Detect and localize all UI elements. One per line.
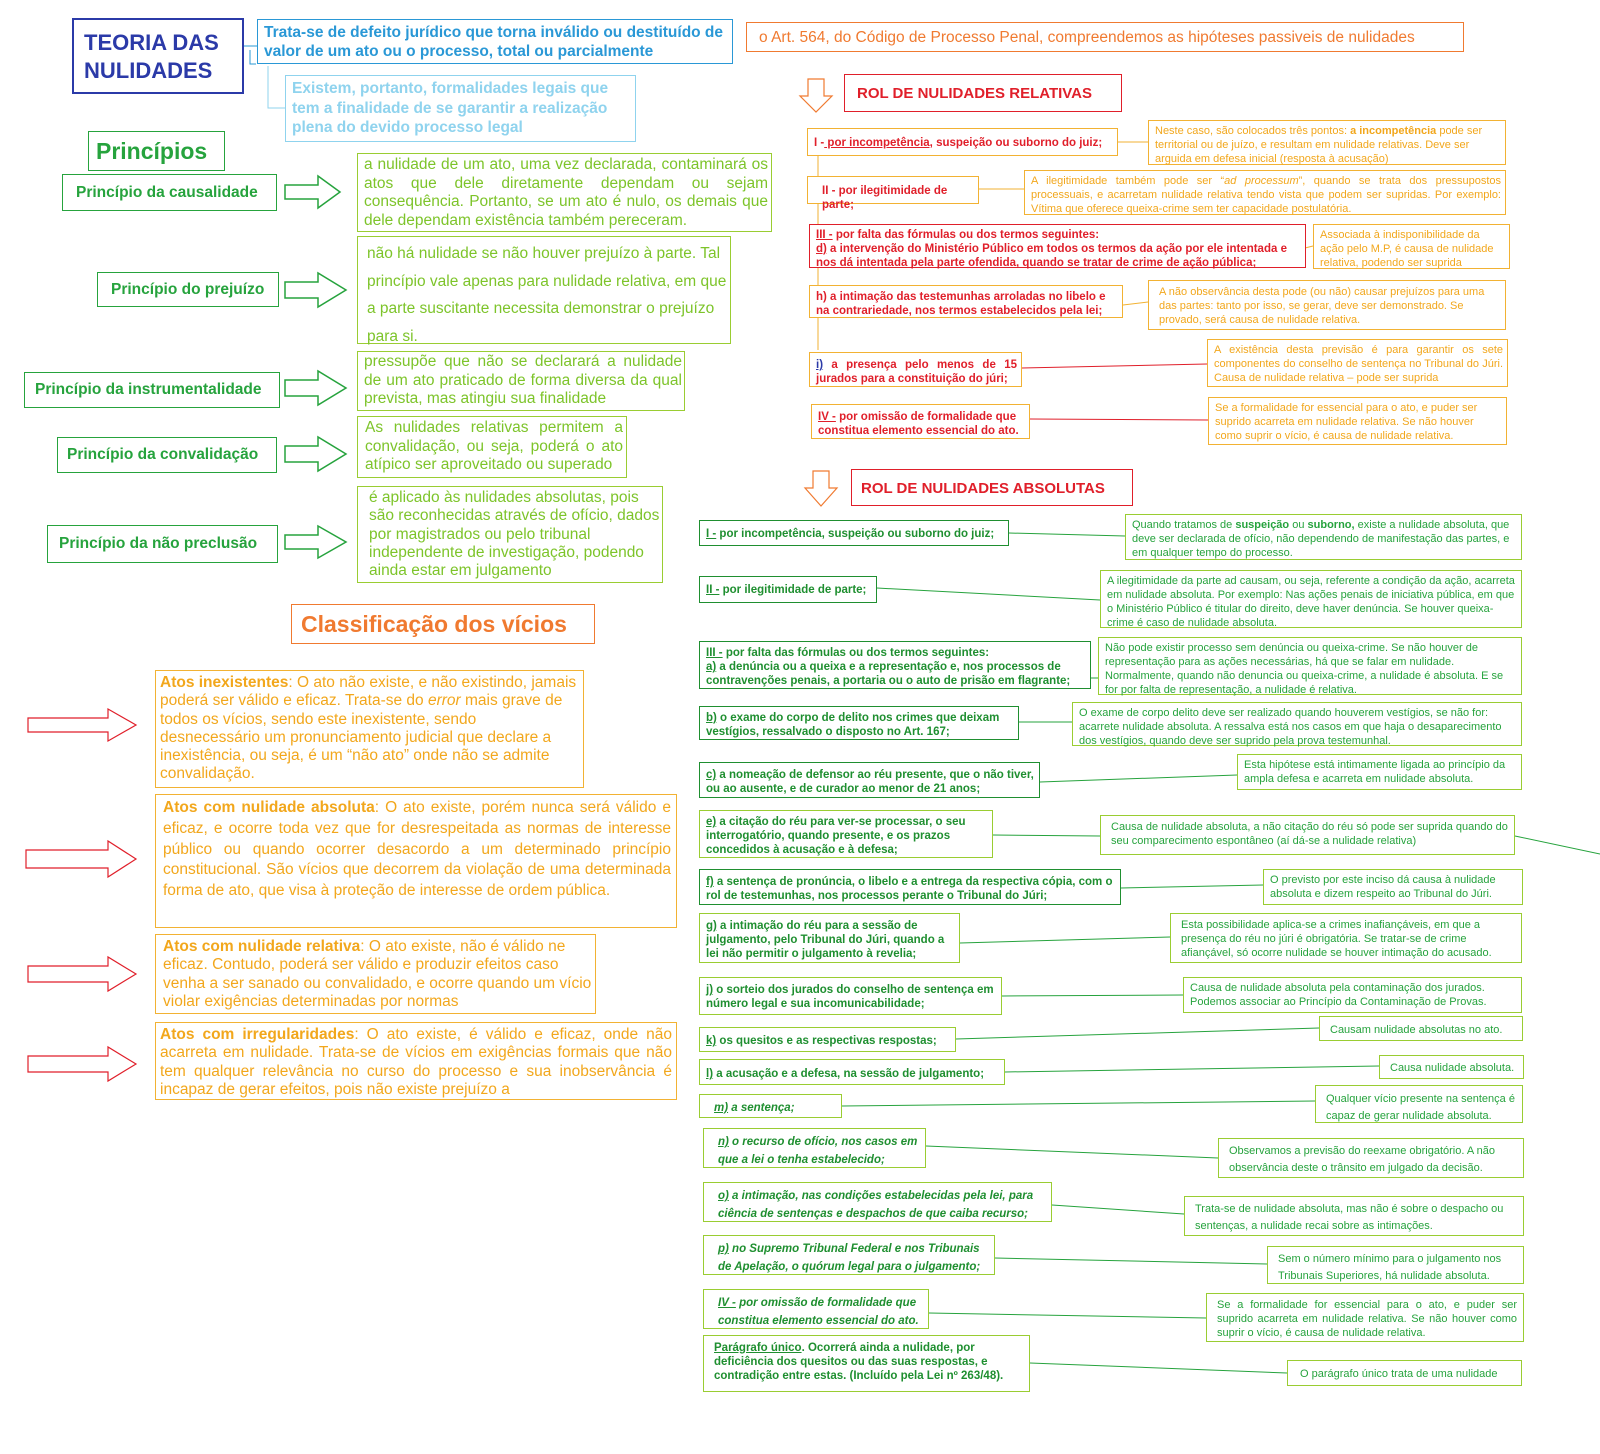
absoluta-item: k) os quesitos e as respectivas respostas;	[699, 1027, 956, 1052]
absoluta-item: g) a intimação do réu para a sessão de julgamento, pelo Tribunal do Júri, quando a lei não permitir o julgamento à revelia;	[699, 913, 960, 963]
arrow-icon	[285, 526, 346, 558]
relativa-note: Associada à indisponibilidade da ação pelo M.P, é causa de nulidade relativa, podendo ser suprida	[1313, 224, 1510, 269]
absoluta-item: e) a citação do réu para ver-se processar, o seu interrogatório, quando presente, e os prazos concedidos à acusação e à defesa;	[699, 810, 993, 858]
absoluta-item: b) o exame do corpo de delito nos crimes que deixam vestígios, ressalvado o disposto no Art. 167;	[699, 706, 1019, 740]
arrow-icon	[28, 709, 136, 741]
absoluta-item: n) o recurso de ofício, nos casos em que a lei o tenha estabelecido;	[703, 1128, 926, 1168]
relativa-note: A não observância desta pode (ou não) causar prejuízos para uma das partes: tanto por isso, se gerar, deve ser demonstrado. Se provado, será causa de nulidade relativa.	[1148, 280, 1506, 330]
formalities-text: Existem, portanto, formalidades legais que tem a finalidade de se garantir a realização plena do devido processo legal	[292, 80, 609, 136]
arrow-icon	[285, 437, 346, 471]
absoluta-note: O exame de corpo delito deve ser realizado quando houverem vestígios, se não for: acarrete nulidade absoluta. A ressalva está nos casos em que haja o desaparecimento dos vestígios, quando deve ser suprido pela prova testemunhal.	[1072, 702, 1522, 746]
main-title	[72, 18, 244, 94]
arrow-icon	[285, 273, 346, 307]
principle-desc: não há nulidade se não houver prejuízo à parte. Tal princípio vale apenas para nulidade relativa, em que a parte suscitante necessita demonstrar o prejuízo para si.	[357, 236, 731, 344]
principle-label: Princípio da instrumentalidade	[24, 372, 280, 408]
relativa-item: i) a presença pelo menos de 15 jurados para a constituição do júri;	[809, 352, 1022, 387]
principle-label: Princípio da causalidade	[62, 174, 277, 211]
vicio-relativa: Atos com nulidade relativa: O ato existe, não é válido ne eficaz. Contudo, poderá ser válido e produzir efeitos caso venha a ser sanado ou convalidado, e ocorre quando um vício violar exigências determinadas por normas	[155, 934, 596, 1014]
absoluta-note: Esta possibilidade aplica-se a crimes inafiançáveis, em que a presença do réu no júri é obrigatória. Se tratar-se de crime afiançável, só ocorre nulidade se houver intimação do acusado.	[1170, 913, 1522, 963]
main-title-text: TEORIA DAS NULIDADES	[84, 30, 219, 83]
classificacao-heading-text: Classificação dos vícios	[301, 611, 567, 637]
absoluta-item: p) no Supremo Tribunal Federal e nos Tribunais de Apelação, o quórum legal para o julgamento;	[703, 1235, 995, 1275]
principle-desc: pressupõe que não se declarará a nulidade de um ato praticado de forma diversa da qual prevista, mas atingiu sua finalidade	[357, 351, 685, 411]
arrow-icon	[26, 841, 136, 877]
absoluta-note: Quando tratamos de suspeição ou suborno, existe a nulidade absoluta, que deve ser declarada de ofício, não dependendo de manifestação das partes, e em qualquer tempo do processo.	[1125, 514, 1522, 560]
principle-label: Princípio do prejuízo	[97, 272, 279, 307]
relativa-item: IV - por omissão de formalidade que constitua elemento essencial do ato.	[811, 404, 1030, 439]
absoluta-item: I - por incompetência, suspeição ou suborno do juiz;	[699, 520, 1009, 546]
absoluta-note: Esta hipótese está intimamente ligada ao princípio da ampla defesa e acarreta em nulidade absoluta.	[1237, 754, 1522, 790]
definition-box	[257, 19, 733, 64]
absoluta-note: Observamos a previsão do reexame obrigatório. A não observância deste o trânsito em julgado da decisão.	[1218, 1138, 1524, 1178]
absoluta-note: Qualquer vício presente na sentença é capaz de gerar nulidade absoluta.	[1315, 1085, 1523, 1123]
formalities-box	[285, 75, 636, 142]
art564-text: o Art. 564, do Código de Processo Penal, compreendemos as hipóteses passiveis de nulidades	[759, 29, 1415, 46]
absoluta-note: O previsto por este inciso dá causa à nulidade absoluta e dizem respeito ao Tribunal do Júri.	[1263, 869, 1523, 905]
principle-desc: é aplicado às nulidades absolutas, pois são reconhecidas através de ofício, dados por magistrados ou pelo tribunal independente de investigação, podendo ainda estar em julgamento	[357, 486, 663, 583]
absoluta-item: f) a sentença de pronúncia, o libelo e a entrega da respectiva cópia, com o rol de testemunhas, nos processos perante o Tribunal do Júri;	[699, 869, 1121, 905]
down-arrow-icon	[805, 471, 837, 506]
absoluta-item: Parágrafo único. Ocorrerá ainda a nulidade, por deficiência dos quesitos ou das suas respostas, e contradição entre estas. (Incluído pela Lei nº 263/48).	[703, 1335, 1030, 1392]
absoluta-note: Se a formalidade for essencial para o ato, e puder ser suprido acarreta em nulidade relativa. Se não houver como suprir o vício, é causa de nulidade relativa.	[1206, 1293, 1524, 1342]
definition-text: Trata-se de defeito jurídico que torna inválido ou destituído de valor de um ato ou o processo, total ou parcialmente	[264, 24, 724, 60]
absoluta-note: Causam nulidade absolutas no ato.	[1319, 1016, 1523, 1041]
absoluta-note: Trata-se de nulidade absoluta, mas não é sobre o despacho ou sentenças, a nulidade recai sobre as intimações.	[1184, 1196, 1524, 1236]
absoluta-note: Causa nulidade absoluta.	[1379, 1055, 1524, 1079]
relativa-item: II - por ilegitimidade de parte;	[807, 176, 979, 204]
absoluta-note: Não pode existir processo sem denúncia ou queixa-crime. Se não houver de representação para as ações necessárias, há que se falar em nulidade. Normalmente, quando não denuncia ou queixa-crime, a nulidade é absoluta. E se for por falta de representação, a nulidade é relativa.	[1098, 637, 1522, 695]
arrow-icon	[28, 1047, 136, 1081]
principle-desc: a nulidade de um ato, uma vez declarada, contaminará os atos que dele diretamente dependam ou sejam consequência. Portanto, se um ato é nulo, os demais que dele dependam existência também pereceram.	[357, 153, 772, 232]
absoluta-note: O parágrafo único trata de uma nulidade	[1287, 1360, 1522, 1386]
relativa-item: h) a intimação das testemunhas arroladas no libelo e na contrariedade, nos termos estabelecidos pela lei;	[809, 285, 1123, 318]
arrow-icon	[285, 371, 346, 405]
vicio-absoluta: Atos com nulidade absoluta: O ato existe, porém nunca será válido e eficaz, e ocorre toda vez que for desrespeitada as normas de interesse público ou quando ocorrer desacordo a um determinado princípio constitucional. São vícios que decorrem da violação de uma determinada forma de ato, que visa à proteção de interesse de ordem pública.	[155, 794, 677, 928]
absoluta-item: m) a sentença;	[699, 1094, 842, 1118]
absoluta-item: j) o sorteio dos jurados do conselho de sentença em número legal e sua incomunicabilidade;	[699, 977, 1002, 1015]
arrow-icon	[28, 957, 136, 991]
classificacao-heading	[291, 604, 595, 644]
absoluta-note: Sem o número mínimo para o julgamento nos Tribunais Superiores, há nulidade absoluta.	[1267, 1246, 1524, 1284]
absoluta-item: II - por ilegitimidade de parte;	[699, 576, 877, 603]
relativa-item: I - por incompetência, suspeição ou suborno do juiz;	[807, 128, 1118, 156]
principios-heading-text: Princípios	[96, 138, 208, 164]
art564-box	[746, 22, 1464, 52]
relativas-heading: ROL DE NULIDADES RELATIVAS	[844, 74, 1122, 112]
absolutas-heading: ROL DE NULIDADES ABSOLUTAS	[851, 469, 1133, 506]
relativa-note: A ilegitimidade também pode ser “ad processum”, quando se trata dos pressupostos processuais, e acarretam nulidade relativa tendo vista que podem ser supridas. Por exemplo: Vítima que oferece queixa-crime sem ter capacidade postulatória.	[1024, 170, 1506, 215]
principle-desc: As nulidades relativas permitem a convalidação, ou seja, poderá o ato atípico ser aproveitado ou superado	[357, 416, 627, 478]
principle-label: Princípio da não preclusão	[47, 525, 278, 563]
down-arrow-icon	[800, 79, 832, 112]
absoluta-item: IV - por omissão de formalidade que constitua elemento essencial do ato.	[703, 1289, 929, 1329]
absoluta-item: l) a acusação e a defesa, na sessão de julgamento;	[699, 1059, 1005, 1085]
relativa-note: A existência desta previsão é para garantir os sete componentes do conselho de sentença no Tribunal do Júri. Causa de nulidade relativa – pode ser suprida	[1207, 339, 1508, 387]
absoluta-note: Causa de nulidade absoluta pela contaminação dos jurados. Podemos associar ao Princípio da Contaminação de Provas.	[1183, 977, 1522, 1013]
absoluta-item: o) a intimação, nas condições estabelecidas pela lei, para ciência de sentenças e despachos de que caiba recurso;	[703, 1182, 1052, 1222]
absoluta-note: A ilegitimidade da parte ad causam, ou seja, referente a condição da ação, acarreta em nulidade absoluta. Por exemplo: Nas ações penais de iniciativa pública, em que o Ministério Público é titular do direito, deve haver denúncia. Se houver queixa-crime é caso de nulidade absoluta.	[1100, 570, 1522, 628]
absoluta-note: Causa de nulidade absoluta, a não citação do réu só pode ser suprida quando do seu comparecimento espontâneo (aí dá-se a nulidade relativa)	[1100, 815, 1515, 855]
relativa-note: Neste caso, são colocados três pontos: a incompetência pode ser territorial ou de juízo, e resultam em nulidade relativas. Deve ser arguida em defesa inicial (resposta à acusação)	[1148, 120, 1506, 165]
absoluta-item: III - por falta das fórmulas ou dos termos seguintes: a) a denúncia ou a queixa e a representação e, nos processos de contravenções penais, a portaria ou o auto de prisão em flagrante;	[699, 641, 1091, 689]
vicio-irregularidades: Atos com irregularidades: O ato existe, é válido e eficaz, onde não acarreta em nulidade. Trata-se de vícios em exigências formais que não tem qualquer relevância no curso do processo e sua inobservância é incapaz de gerar efeitos, pois não existe prejuízo a	[155, 1022, 677, 1100]
principle-label: Princípio da convalidação	[57, 437, 277, 473]
arrow-icon	[285, 176, 340, 208]
relativa-note: Se a formalidade for essencial para o ato, e puder ser suprido acarreta em nulidade relativa. Se não houver como suprir o vício, é causa de nulidade relativa.	[1208, 397, 1507, 445]
principios-heading	[88, 131, 225, 171]
relativa-item: III - por falta das fórmulas ou dos termos seguintes: d) a intervenção do Ministério Público em todos os termos da ação por ele intentada e nos dá intentada pela parte ofendida, quando se tratar de crime de ação pública;	[809, 224, 1306, 268]
vicio-inexistentes: Atos inexistentes: O ato não existe, e não existindo, jamais poderá ser válido e eficaz. Trata-se do error mais grave de todos os vícios, sendo este inexistente, sendo desnecessário um pronunciamento judicial que declare a inexistência, ou seja, é um “não ato” onde não se admite convalidação.	[155, 670, 584, 788]
absoluta-item: c) a nomeação de defensor ao réu presente, que o não tiver, ou ao ausente, e de curador ao menor de 21 anos;	[699, 762, 1040, 798]
